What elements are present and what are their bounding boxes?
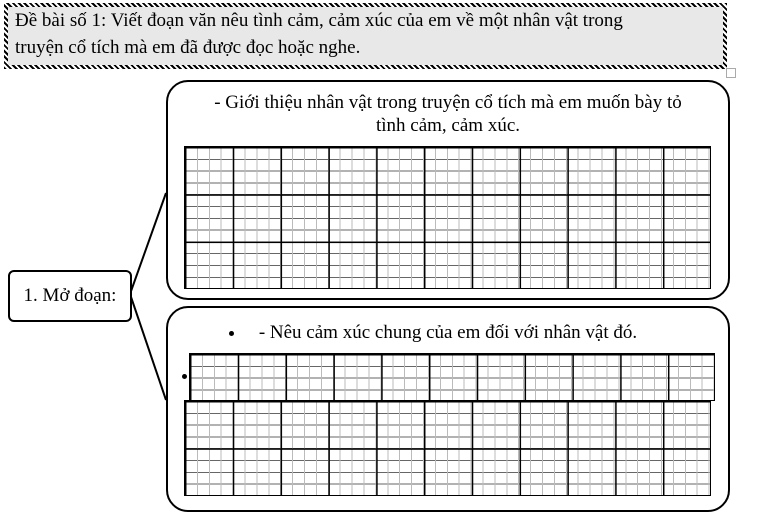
prompt-line-2: truyện cổ tích mà em đã được đọc hoặc nghe.	[15, 37, 361, 58]
branch-1-line-1: - Giới thiệu nhân vật trong truyện cổ tích mà em muốn bày tỏ	[214, 92, 682, 113]
writing-grid-2-row-1[interactable]	[189, 353, 715, 401]
bullet-icon	[182, 374, 187, 379]
prompt-line-1: Đề bài số 1: Viết đoạn văn nêu tình cảm, cảm xúc của em về một nhân vật trong	[15, 10, 623, 31]
branch-2-line-1: - Nêu cảm xúc chung của em đối với nhân vật đó.	[258, 322, 638, 343]
branch-1-line-2: tình cảm, cảm xúc.	[375, 115, 521, 136]
writing-grid-2-rows[interactable]	[184, 400, 711, 496]
bullet-icon	[229, 331, 234, 336]
section-label: 1. Mở đoạn:	[8, 270, 132, 322]
writing-grid-1[interactable]	[184, 146, 711, 289]
